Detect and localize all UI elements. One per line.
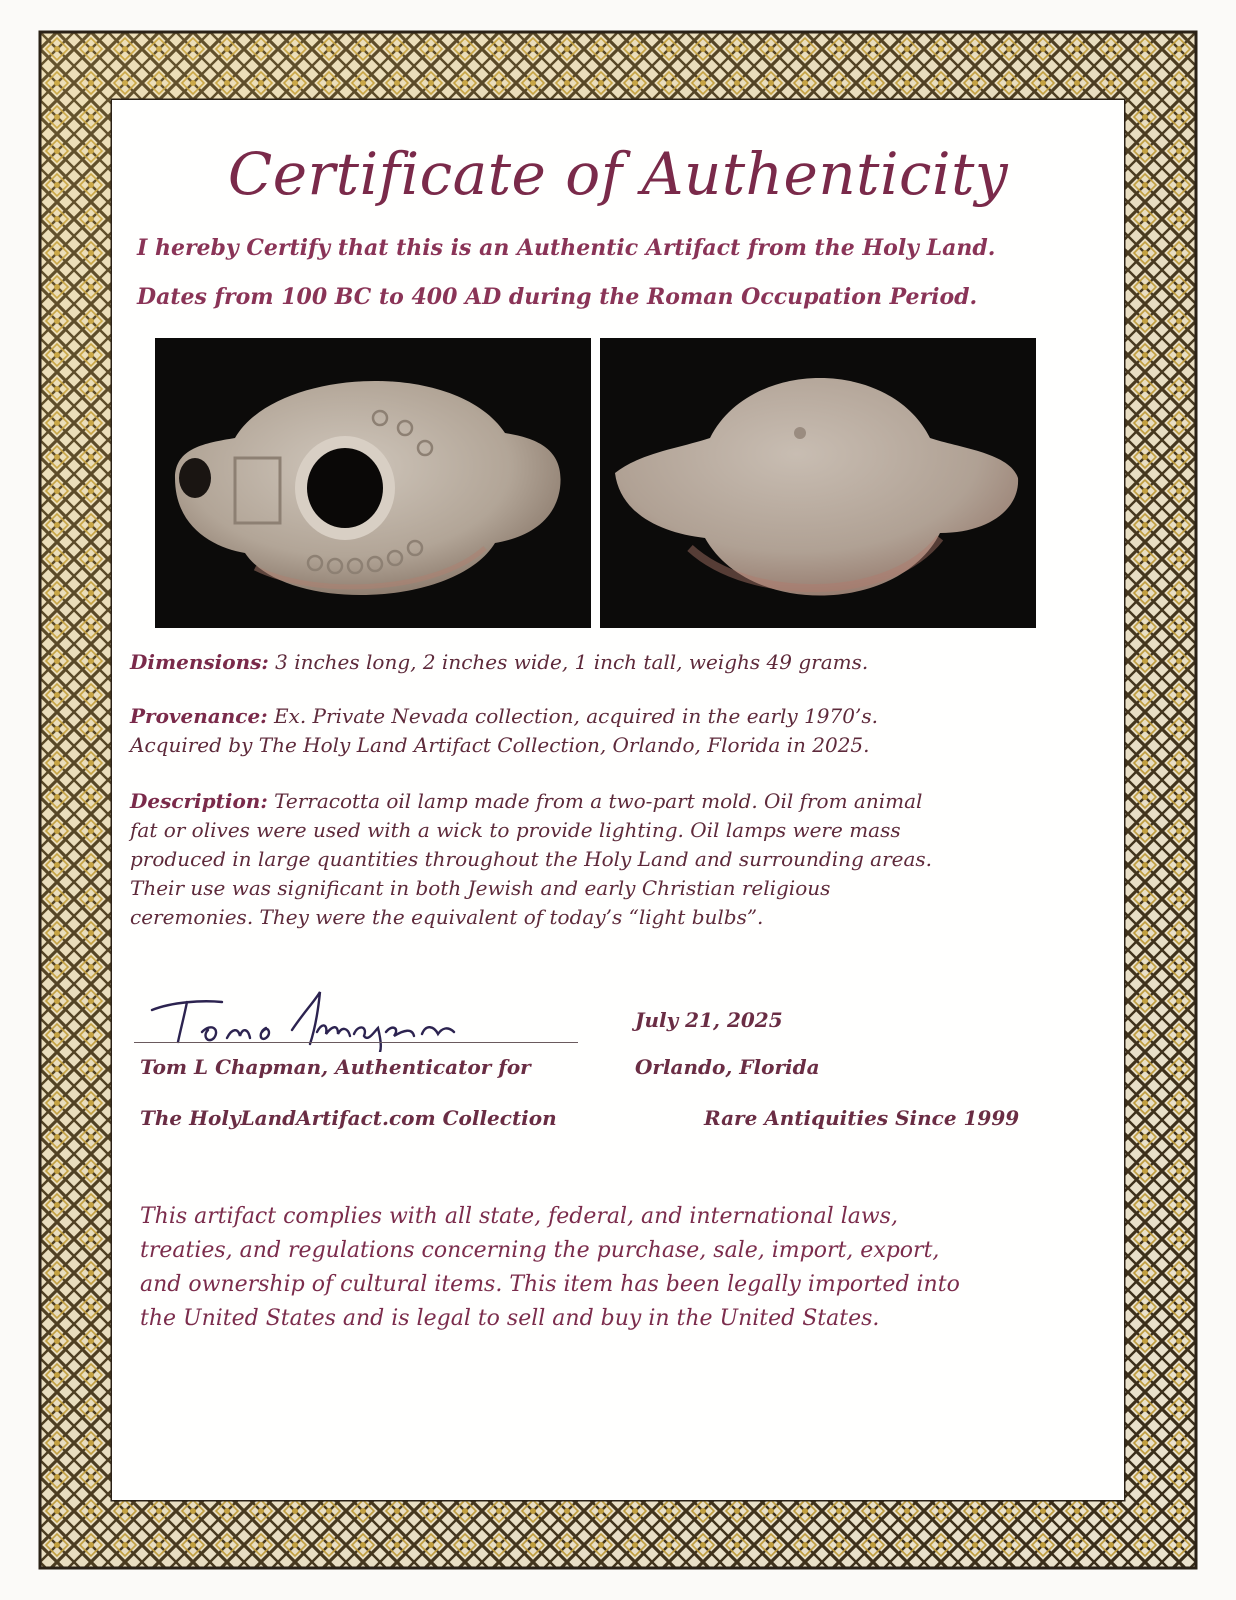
provenance-line1: Ex. Private Nevada collection, acquired in the early 1970’s. xyxy=(273,704,878,728)
dimensions-label: Dimensions: xyxy=(130,650,269,674)
signature-place: Orlando, Florida xyxy=(635,1055,820,1079)
company-tagline: Rare Antiquities Since 1999 xyxy=(704,1106,1020,1130)
lamp-front-photo xyxy=(155,338,591,628)
description-section xyxy=(130,787,1110,932)
description-line5: ceremonies. They were the equivalent of today’s “light bulbs”. xyxy=(130,905,764,929)
authenticity-statement: I hereby Certify that this is an Authentic Artifact from the Holy Land. xyxy=(137,235,996,261)
description-label: Description: xyxy=(130,789,268,813)
dimensions-section xyxy=(130,648,1110,677)
signature-date: July 21, 2025 xyxy=(635,1008,783,1032)
certificate-title: Certificate of Authenticity xyxy=(227,140,1009,208)
signer-name-title: Tom L Chapman, Authenticator for xyxy=(140,1055,531,1079)
description-line2: fat or olives were used with a wick to provide lighting. Oil lamps were mass xyxy=(130,818,901,842)
description-line1: Terracotta oil lamp made from a two-part mold. Oil from animal xyxy=(274,789,923,813)
description-line4: Their use was significant in both Jewish and early Christian religious xyxy=(130,876,831,900)
lamp-back-photo xyxy=(600,338,1036,628)
provenance-label: Provenance: xyxy=(130,704,268,728)
provenance-section xyxy=(130,702,1110,760)
signature-line xyxy=(134,1042,578,1043)
description-line3: produced in large quantities throughout the Holy Land and surrounding areas. xyxy=(130,847,933,871)
legal-line2: treaties, and regulations concerning the purchase, sale, import, export, xyxy=(140,1238,940,1263)
collection-name: The HolyLandArtifact.com Collection xyxy=(140,1106,557,1130)
dimensions-text: 3 inches long, 2 inches wide, 1 inch tall, weighs 49 grams. xyxy=(275,650,869,674)
handwritten-signature xyxy=(142,972,462,1052)
certificate-body xyxy=(112,100,1124,1500)
legal-line1: This artifact complies with all state, federal, and international laws, xyxy=(140,1204,898,1229)
provenance-line2: Acquired by The Holy Land Artifact Collection, Orlando, Florida in 2025. xyxy=(130,733,870,757)
legal-compliance-statement xyxy=(140,1200,1100,1336)
legal-line3: and ownership of cultural items. This item has been legally imported into xyxy=(140,1272,960,1297)
date-range-statement: Dates from 100 BC to 400 AD during the Roman Occupation Period. xyxy=(137,284,978,310)
legal-line4: the United States and is legal to sell and buy in the United States. xyxy=(140,1306,880,1331)
